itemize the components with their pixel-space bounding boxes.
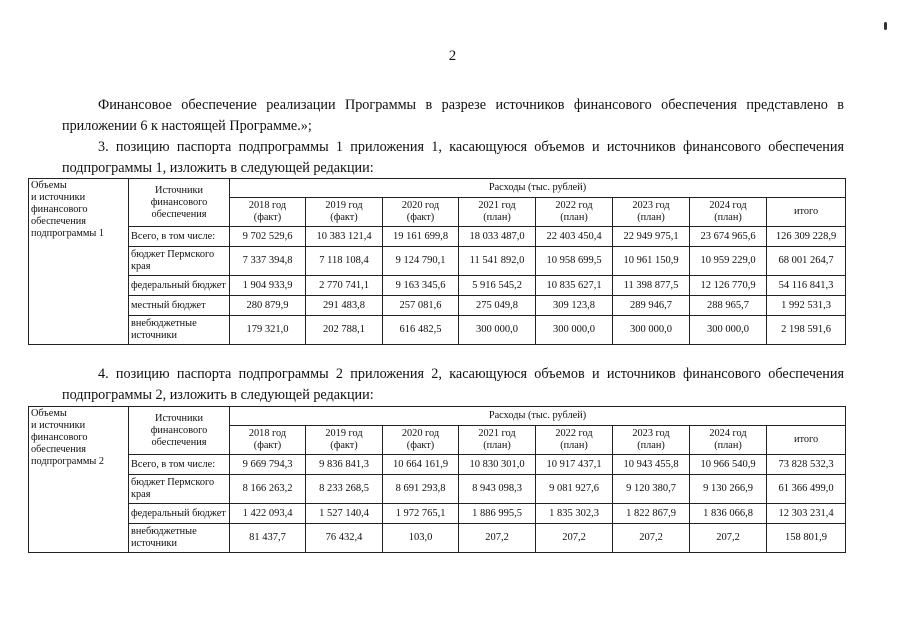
year-header: 2024 год (план) <box>690 426 767 455</box>
subprogram-2-table <box>28 406 846 553</box>
value-cell: 309 123,8 <box>536 296 613 316</box>
scan-edge-mark <box>884 22 887 30</box>
year-header: 2022 год (план) <box>536 198 613 227</box>
value-cell: 5 916 545,2 <box>459 276 536 296</box>
year-header: 2020 год (факт) <box>383 198 459 227</box>
total-header: итого <box>767 198 846 227</box>
year-header: 2022 год (план) <box>536 426 613 455</box>
year-header: 2019 год (факт) <box>306 198 383 227</box>
value-cell: 1 422 093,4 <box>230 504 306 524</box>
value-cell: 207,2 <box>690 524 767 553</box>
table-row <box>29 316 846 345</box>
value-cell: 9 124 790,1 <box>383 247 459 276</box>
value-cell: 179 321,0 <box>230 316 306 345</box>
row-name: федеральный бюджет <box>129 504 230 524</box>
year-header: 2021 год (план) <box>459 198 536 227</box>
value-cell: 22 949 975,1 <box>613 227 690 247</box>
paragraph-item-4: 4. позицию паспорта подпрограммы 2 приложения 2, касающуюся объемов и источников финансового обеспечения подпрограммы 2, изложить в следующей редакции: <box>62 366 844 403</box>
value-cell: 616 482,5 <box>383 316 459 345</box>
value-cell: 9 120 380,7 <box>613 475 690 504</box>
table-label: Объемы и источники финансового обеспечения подпрограммы 2 <box>29 407 129 553</box>
value-cell: 2 770 741,1 <box>306 276 383 296</box>
table-row <box>29 247 846 276</box>
table-row <box>29 455 846 475</box>
year-header: 2023 год (план) <box>613 426 690 455</box>
sources-header: Источники финансового обеспечения <box>129 179 230 227</box>
value-cell: 300 000,0 <box>690 316 767 345</box>
value-cell: 10 830 301,0 <box>459 455 536 475</box>
value-cell: 9 163 345,6 <box>383 276 459 296</box>
value-cell: 207,2 <box>536 524 613 553</box>
value-cell: 11 541 892,0 <box>459 247 536 276</box>
row-name: Всего, в том числе: <box>129 227 230 247</box>
value-cell: 10 664 161,9 <box>383 455 459 475</box>
table-row <box>29 276 846 296</box>
year-header: 2019 год (факт) <box>306 426 383 455</box>
table-row <box>29 227 846 247</box>
value-cell: 280 879,9 <box>230 296 306 316</box>
year-header: 2020 год (факт) <box>383 426 459 455</box>
value-cell: 54 116 841,3 <box>767 276 846 296</box>
row-name: местный бюджет <box>129 296 230 316</box>
row-name: Всего, в том числе: <box>129 455 230 475</box>
sources-header: Источники финансового обеспечения <box>129 407 230 455</box>
value-cell: 10 966 540,9 <box>690 455 767 475</box>
value-cell: 10 917 437,1 <box>536 455 613 475</box>
value-cell: 9 081 927,6 <box>536 475 613 504</box>
value-cell: 2 198 591,6 <box>767 316 846 345</box>
value-cell: 1 835 302,3 <box>536 504 613 524</box>
value-cell: 103,0 <box>383 524 459 553</box>
value-cell: 126 309 228,9 <box>767 227 846 247</box>
total-header: итого <box>767 426 846 455</box>
paragraph-financing: Финансовое обеспечение реализации Программы в разрезе источников финансового обеспечения представлено в приложении 6 к настоящей Программе.»; <box>62 97 844 134</box>
table-row <box>29 524 846 553</box>
value-cell: 10 961 150,9 <box>613 247 690 276</box>
year-header: 2021 год (план) <box>459 426 536 455</box>
value-cell: 207,2 <box>613 524 690 553</box>
value-cell: 18 033 487,0 <box>459 227 536 247</box>
value-cell: 22 403 450,4 <box>536 227 613 247</box>
value-cell: 8 691 293,8 <box>383 475 459 504</box>
value-cell: 300 000,0 <box>613 316 690 345</box>
value-cell: 8 166 263,2 <box>230 475 306 504</box>
value-cell: 68 001 264,7 <box>767 247 846 276</box>
value-cell: 10 959 229,0 <box>690 247 767 276</box>
year-header: 2024 год (план) <box>690 198 767 227</box>
value-cell: 10 943 455,8 <box>613 455 690 475</box>
row-name: бюджет Пермского края <box>129 475 230 504</box>
value-cell: 300 000,0 <box>459 316 536 345</box>
value-cell: 202 788,1 <box>306 316 383 345</box>
value-cell: 7 118 108,4 <box>306 247 383 276</box>
value-cell: 10 835 627,1 <box>536 276 613 296</box>
expenses-header: Расходы (тыс. рублей) <box>230 179 846 198</box>
value-cell: 61 366 499,0 <box>767 475 846 504</box>
value-cell: 1 886 995,5 <box>459 504 536 524</box>
value-cell: 9 669 794,3 <box>230 455 306 475</box>
value-cell: 158 801,9 <box>767 524 846 553</box>
value-cell: 1 527 140,4 <box>306 504 383 524</box>
row-name: внебюджетные источники <box>129 524 230 553</box>
table-label: Объемы и источники финансового обеспечения подпрограммы 1 <box>29 179 129 345</box>
year-header: 2018 год (факт) <box>230 198 306 227</box>
year-header: 2023 год (план) <box>613 198 690 227</box>
subprogram-1-table <box>28 178 846 345</box>
row-name: бюджет Пермского края <box>129 247 230 276</box>
value-cell: 9 836 841,3 <box>306 455 383 475</box>
value-cell: 300 000,0 <box>536 316 613 345</box>
value-cell: 8 943 098,3 <box>459 475 536 504</box>
value-cell: 9 702 529,6 <box>230 227 306 247</box>
value-cell: 288 965,7 <box>690 296 767 316</box>
value-cell: 289 946,7 <box>613 296 690 316</box>
value-cell: 1 822 867,9 <box>613 504 690 524</box>
expenses-header: Расходы (тыс. рублей) <box>230 407 846 426</box>
value-cell: 11 398 877,5 <box>613 276 690 296</box>
value-cell: 8 233 268,5 <box>306 475 383 504</box>
value-cell: 7 337 394,8 <box>230 247 306 276</box>
value-cell: 1 972 765,1 <box>383 504 459 524</box>
paragraph-item-3: 3. позицию паспорта подпрограммы 1 приложения 1, касающуюся объемов и источников финансового обеспечения подпрограммы 1, изложить в следующей редакции: <box>62 139 844 176</box>
value-cell: 1 992 531,3 <box>767 296 846 316</box>
value-cell: 19 161 699,8 <box>383 227 459 247</box>
value-cell: 291 483,8 <box>306 296 383 316</box>
row-name: внебюджетные источники <box>129 316 230 345</box>
table-row <box>29 475 846 504</box>
value-cell: 1 836 066,8 <box>690 504 767 524</box>
value-cell: 207,2 <box>459 524 536 553</box>
value-cell: 275 049,8 <box>459 296 536 316</box>
value-cell: 12 303 231,4 <box>767 504 846 524</box>
year-header: 2018 год (факт) <box>230 426 306 455</box>
value-cell: 76 432,4 <box>306 524 383 553</box>
value-cell: 23 674 965,6 <box>690 227 767 247</box>
value-cell: 12 126 770,9 <box>690 276 767 296</box>
value-cell: 1 904 933,9 <box>230 276 306 296</box>
value-cell: 10 383 121,4 <box>306 227 383 247</box>
value-cell: 81 437,7 <box>230 524 306 553</box>
row-name: федеральный бюджет <box>129 276 230 296</box>
page-number: 2 <box>448 48 457 64</box>
value-cell: 73 828 532,3 <box>767 455 846 475</box>
table-row <box>29 296 846 316</box>
value-cell: 9 130 266,9 <box>690 475 767 504</box>
value-cell: 257 081,6 <box>383 296 459 316</box>
table-row <box>29 504 846 524</box>
value-cell: 10 958 699,5 <box>536 247 613 276</box>
